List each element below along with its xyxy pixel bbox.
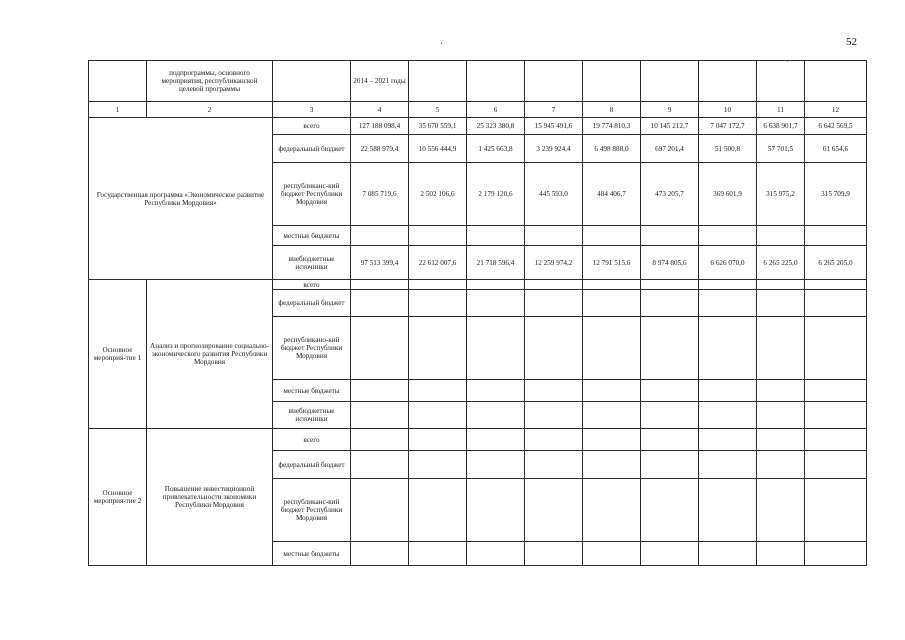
column-number: 1 xyxy=(89,102,147,118)
table-row xyxy=(89,118,867,135)
header-cell xyxy=(525,61,583,102)
value-cell: 12 259 974,2 xyxy=(525,246,583,280)
budget-table xyxy=(88,60,867,566)
column-number: 6 xyxy=(467,102,525,118)
value-cell: 61 654,6 xyxy=(805,135,867,163)
value-cell: 6 498 888,0 xyxy=(583,135,641,163)
header-row xyxy=(89,61,867,102)
value-cell: 315 975,2 xyxy=(757,163,805,226)
funding-source: республиканс-кий бюджет Республики Мордовия xyxy=(273,479,351,542)
funding-source: всего xyxy=(273,429,351,451)
value-cell: 6 638 901,7 xyxy=(757,118,805,135)
value-cell: 697 201,4 xyxy=(641,135,699,163)
value-cell: 3 239 924,4 xyxy=(525,135,583,163)
scan-mark: · xyxy=(786,56,789,66)
value-cell: 35 670 559,1 xyxy=(409,118,467,135)
value-cell xyxy=(757,226,805,246)
funding-source: местные бюджеты xyxy=(273,542,351,566)
value-cell xyxy=(351,226,409,246)
value-cell: 97 513 399,4 xyxy=(351,246,409,280)
column-number: 2 xyxy=(147,102,273,118)
value-cell: 6 265 205,0 xyxy=(805,246,867,280)
value-cell: 22 612 007,6 xyxy=(409,246,467,280)
page-number: 52 xyxy=(846,36,857,48)
value-cell: 7 085 719,6 xyxy=(351,163,409,226)
header-cell xyxy=(699,61,757,102)
value-cell: 8 974 805,6 xyxy=(641,246,699,280)
value-cell: 6 642 569,5 xyxy=(805,118,867,135)
column-number: 9 xyxy=(641,102,699,118)
header-cell xyxy=(409,61,467,102)
column-number: 11 xyxy=(757,102,805,118)
value-cell xyxy=(699,226,757,246)
value-cell: 484 406,7 xyxy=(583,163,641,226)
header-cell xyxy=(641,61,699,102)
funding-source: республикано-кий бюджет Республики Мордовия xyxy=(273,317,351,380)
header-period-cell: 2014 – 2021 годы xyxy=(351,61,409,102)
value-cell: 7 047 172,7 xyxy=(699,118,757,135)
value-cell: 21 718 596,4 xyxy=(467,246,525,280)
header-cell xyxy=(273,61,351,102)
funding-source: всего xyxy=(273,280,351,290)
funding-source: всего xyxy=(273,118,351,135)
column-number: 8 xyxy=(583,102,641,118)
value-cell: 12 791 515,6 xyxy=(583,246,641,280)
header-title-cell: подпрограммы, основного мероприятия, республиканской целевой программы xyxy=(147,61,273,102)
value-cell: 369 601,9 xyxy=(699,163,757,226)
column-number: 7 xyxy=(525,102,583,118)
value-cell: 445 593,0 xyxy=(525,163,583,226)
value-cell xyxy=(467,226,525,246)
value-cell: 6 626 070,0 xyxy=(699,246,757,280)
funding-source: внебюджетные источники xyxy=(273,246,351,280)
funding-source: республиканс-кий бюджет Республики Мордовия xyxy=(273,163,351,226)
header-cell xyxy=(467,61,525,102)
value-cell: 25 323 380,8 xyxy=(467,118,525,135)
value-cell: 19 774 810,3 xyxy=(583,118,641,135)
column-number: 4 xyxy=(351,102,409,118)
value-cell xyxy=(641,226,699,246)
value-cell: 127 188 098,4 xyxy=(351,118,409,135)
scan-mark: · xyxy=(440,38,443,48)
funding-source: федеральный бюджет xyxy=(273,451,351,479)
value-cell: 473 205,7 xyxy=(641,163,699,226)
measure-label: Основное мероприя-тие 1 xyxy=(89,280,147,429)
column-number-row xyxy=(89,102,867,118)
value-cell: 1 425 663,8 xyxy=(467,135,525,163)
measure-title: Анализ и прогнозирование социально-экономического развития Республики Мордовия xyxy=(147,280,273,429)
measure-title: Повышение инвестиционной привлекательности экономики Республики Мордовия xyxy=(147,429,273,566)
value-cell: 10 145 212,7 xyxy=(641,118,699,135)
funding-source: федеральный бюджет xyxy=(273,135,351,163)
table-row xyxy=(89,429,867,451)
column-number: 5 xyxy=(409,102,467,118)
header-cell xyxy=(757,61,805,102)
measure-label: Основное мероприя-тие 2 xyxy=(89,429,147,566)
funding-source: местные бюджеты xyxy=(273,380,351,402)
state-program-title: Государственная программа «Экономическое развитие Республики Мордовия» xyxy=(89,118,273,280)
header-cell xyxy=(89,61,147,102)
column-number: 3 xyxy=(273,102,351,118)
value-cell: 2 502 106,6 xyxy=(409,163,467,226)
value-cell: 315 709,9 xyxy=(805,163,867,226)
value-cell xyxy=(409,226,467,246)
table-row xyxy=(89,280,867,290)
funding-source: федеральный бюджет xyxy=(273,290,351,317)
value-cell xyxy=(583,226,641,246)
value-cell xyxy=(525,226,583,246)
value-cell: 57 701,5 xyxy=(757,135,805,163)
value-cell: 6 265 225,0 xyxy=(757,246,805,280)
value-cell: 10 556 444,9 xyxy=(409,135,467,163)
funding-source: внебюджетные источники xyxy=(273,402,351,429)
value-cell: 51 500,8 xyxy=(699,135,757,163)
column-number: 12 xyxy=(805,102,867,118)
value-cell: 22 588 979,4 xyxy=(351,135,409,163)
column-number: 10 xyxy=(699,102,757,118)
header-cell xyxy=(805,61,867,102)
funding-source: местные бюджеты xyxy=(273,226,351,246)
value-cell: 15 945 491,6 xyxy=(525,118,583,135)
header-cell xyxy=(583,61,641,102)
value-cell: 2 179 120,6 xyxy=(467,163,525,226)
value-cell xyxy=(805,226,867,246)
